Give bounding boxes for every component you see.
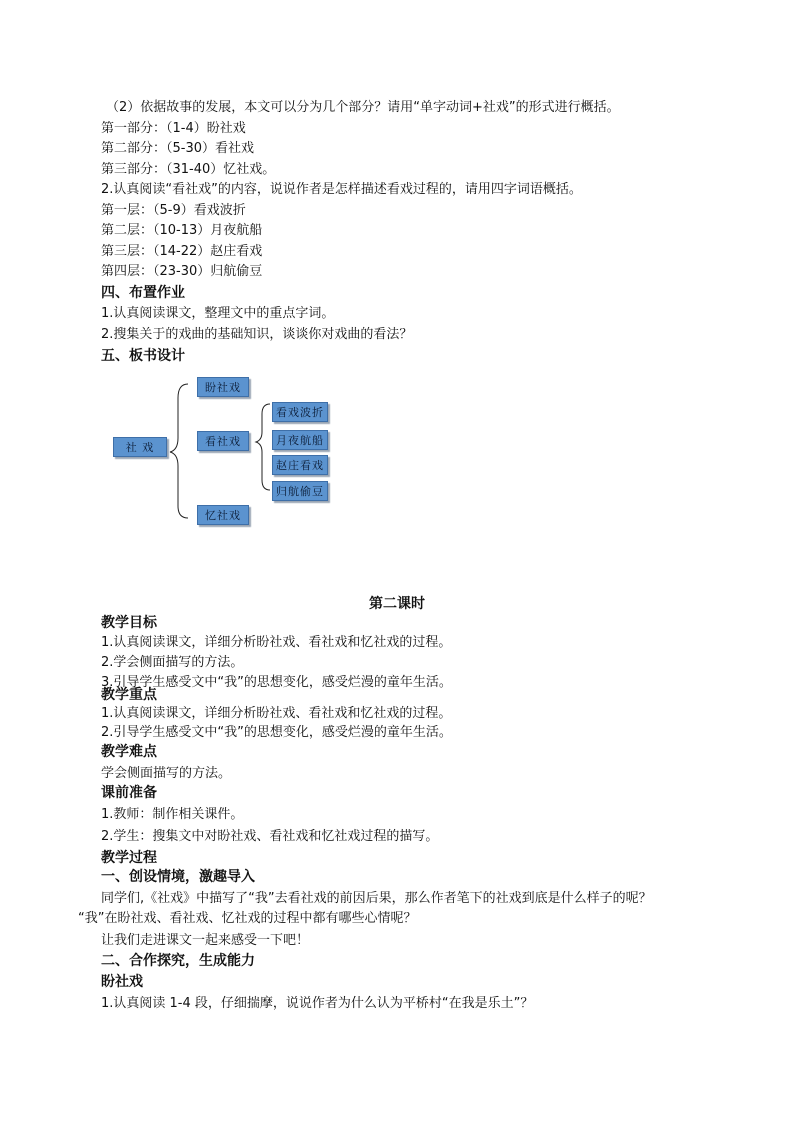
key-item: 1.认真阅读课文，详细分析盼社戏、看社戏和忆社戏的过程。	[101, 706, 452, 721]
step1-text: “我”在盼社戏、看社戏、忆社戏的过程中都有哪些心情呢？	[78, 911, 417, 926]
prep-item: 2.学生：搜集文中对盼社戏、看社戏和忆社戏过程的描写。	[101, 829, 439, 844]
layer-line: 第二层：（10-13）月夜航船	[101, 223, 263, 238]
homework-heading: 四、布置作业	[101, 285, 185, 301]
section-line: 第三部分：（31-40）忆社戏。	[101, 162, 276, 177]
key-heading: 教学重点	[101, 687, 157, 703]
layer-line: 第一层：（5-9）看戏波折	[101, 203, 246, 218]
difficulty-heading: 教学难点	[101, 744, 157, 760]
section-line: 第二部分：（5-30）看社戏	[101, 141, 255, 156]
key-item: 2.引导学生感受文中“我”的思想变化，感受烂漫的童年生活。	[101, 725, 452, 740]
section-line: 第一部分：（1-4）盼社戏	[101, 121, 246, 136]
goal-heading: 教学目标	[101, 615, 157, 631]
node-yi: 忆社戏	[197, 505, 249, 525]
prep-item: 1.教师：制作相关课件。	[101, 807, 244, 822]
question-line: 1.认真阅读 1-4 段，仔细揣摩，说说作者为什么认为平桥村“在我是乐土”？	[101, 996, 534, 1011]
goal-item: 1.认真阅读课文，详细分析盼社戏、看社戏和忆社戏的过程。	[101, 635, 452, 650]
node-kan: 看社戏	[197, 431, 249, 451]
goal-item: 3.引导学生感受文中“我”的思想变化，感受烂漫的童年生活。	[101, 675, 452, 690]
brace-right	[256, 404, 270, 490]
node-pan: 盼社戏	[197, 377, 249, 397]
node-layer-2: 月夜航船	[272, 430, 328, 450]
node-layer-1: 看戏波折	[272, 402, 328, 422]
layer-line: 第四层：（23-30）归航偷豆	[101, 264, 263, 279]
question-line: 2.认真阅读“看社戏”的内容，说说作者是怎样描述看戏过程的，请用四字词语概括。	[101, 182, 582, 197]
step1-text: 让我们走进课文一起来感受一下吧！	[101, 933, 310, 948]
sub-heading: 盼社戏	[101, 974, 143, 990]
lesson-title: 第二课时	[369, 596, 425, 612]
homework-item: 2.搜集关于的戏曲的基础知识，谈谈你对戏曲的看法？	[101, 327, 413, 342]
step1-heading: 一、创设情境，激趣导入	[101, 869, 255, 885]
node-layer-4: 归航偷豆	[272, 481, 328, 501]
step1-text: 同学们,《社戏》中描写了“我”去看社戏的前因后果，那么作者笔下的社戏到底是什么样子的呢？	[101, 891, 652, 906]
layer-line: 第三层：（14-22）赵庄看戏	[101, 244, 263, 259]
question-line: （2）依据故事的发展，本文可以分为几个部分？请用“单字动词+社戏”的形式进行概括。	[106, 100, 620, 115]
difficulty-text: 学会侧面描写的方法。	[101, 766, 232, 781]
root-node: 社 戏	[113, 437, 167, 457]
prep-heading: 课前准备	[101, 785, 157, 801]
step2-heading: 二、合作探究，生成能力	[101, 953, 255, 969]
brace-left	[170, 384, 188, 518]
board-heading: 五、板书设计	[101, 348, 185, 364]
process-heading: 教学过程	[101, 850, 157, 866]
homework-item: 1.认真阅读课文，整理文中的重点字词。	[101, 306, 335, 321]
goal-item: 2.学会侧面描写的方法。	[101, 655, 244, 670]
node-layer-3: 赵庄看戏	[272, 455, 328, 475]
